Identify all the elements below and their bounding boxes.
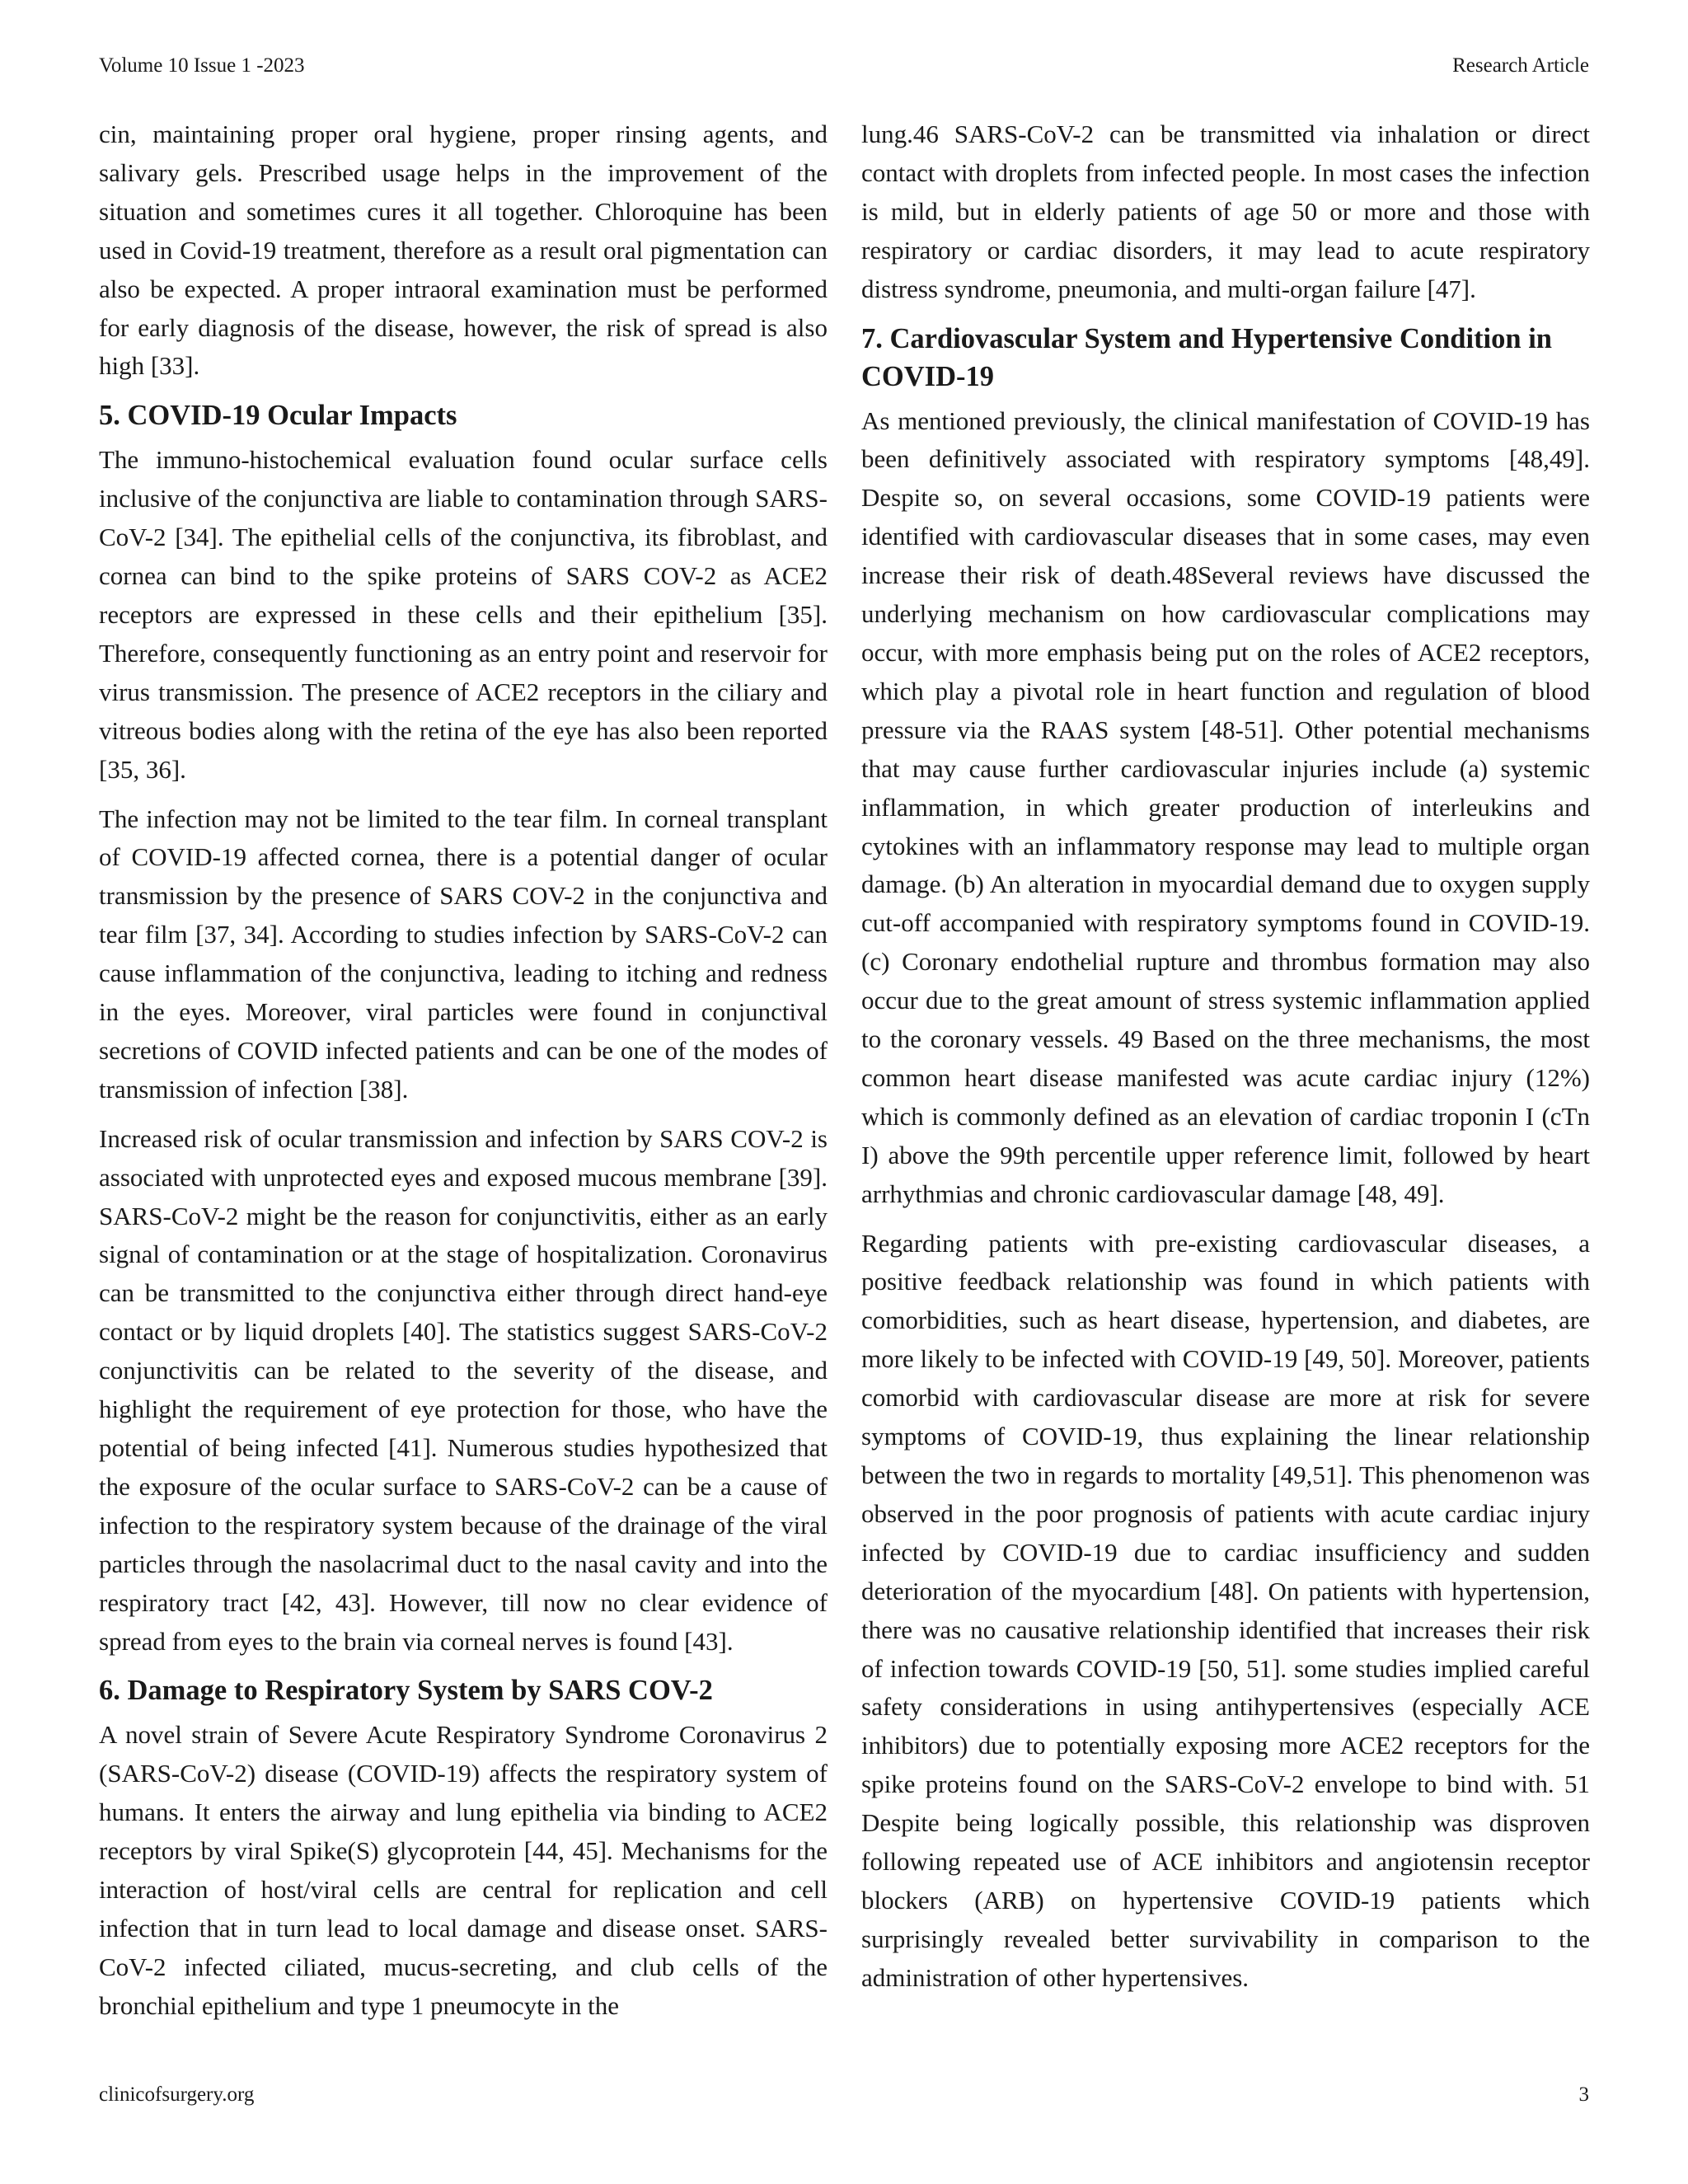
right-column [861, 115, 1590, 2008]
section-heading-cardiovascular: 7. Cardiovascular System and Hypertensive Condition in COVID-19 [861, 322, 1552, 392]
section-heading-respiratory-damage: 6. Damage to Respiratory System by SARS COV-2 [99, 1675, 713, 1707]
page-number: 3 [1578, 2083, 1589, 2106]
paragraph-respiratory-1: A novel strain of Severe Acute Respiratory Syndrome Coronavirus 2 (SARS-CoV-2) disease (COVID-19) affects the respiratory system of humans. It enters the airway and lung epithelia via binding to ACE2 receptors by viral Spike(S) glycoprotein [44, 45]. Mechanisms for the interaction of host/viral cells are central for replication and cell infection that in turn lead to local damage and disease onset. SARS-CoV-2 infected ciliated, mucus-secreting, and club cells of the bronchial epithelium and type 1 pneumocyte in the [99, 1720, 828, 2020]
journal-volume: Volume 10 Issue 1 -2023 [99, 54, 305, 77]
section-heading-ocular-impacts: 5. COVID-19 Ocular Impacts [99, 400, 457, 432]
article-type: Research Article [1452, 54, 1589, 77]
paragraph-cardiovascular-1: As mentioned previously, the clinical manifestation of COVID-19 has been definitively associated with respiratory symptoms [48,49]. Despite so, on several occasions, some COVID-19 patients were identified with cardiovascular diseases that in some cases, may even increase their risk of death.48Several reviews have discussed the underlying mechanism on how cardiovascular complications may occur, with more emphasis being put on the roles of ACE2 receptors, which play a pivotal role in heart function and regulation of blood pressure via the RAAS system [48-51]. Other potential mechanisms that may cause further cardiovascular injuries include (a) systemic inflammation, in which greater production of interleukins and cytokines with an inflammatory response may lead to multiple organ damage. (b) An alteration in myocardial demand due to oxygen supply cut-off accompanied with respiratory symptoms found in COVID-19. (c) Coronary endothelial rupture and thrombus formation may also occur due to the great amount of stress systemic inflammation applied to the coronary vessels. 49 Based on the three mechanisms, the most common heart disease manifested was acute cardiac injury (12%) which is commonly defined as an elevation of cardiac troponin I (cTn I) above the 99th percentile upper reference limit, followed by heart arrhythmias and chronic cardiovascular damage [48, 49]. [861, 405, 1590, 1208]
paragraph-oral-continuation: cin, maintaining proper oral hygiene, proper rinsing agents, and salivary gels. Prescribed usage helps in the improvement of the situation and sometimes cures it all together. Chloroquine has been used in Covid-19 treatment, therefore as a result oral pigmentation can also be expected. A proper intraoral examination must be performed for early diagnosis of the disease, however, the risk of spread is also high [33]. [99, 120, 828, 381]
page-footer [99, 2083, 1589, 2116]
paragraph-cardiovascular-2: Regarding patients with pre-existing cardiovascular diseases, a positive feedback relationship was found in which patients with comorbidities, such as heart disease, hypertension, and diabetes, are more likely to be infected with COVID-19 [49, 50]. Moreover, patients comorbid with cardiovascular disease are more at risk for severe symptoms of COVID-19, thus explaining the linear relationship between the two in regards to mortality [49,51]. This phenomenon was observed in the poor prognosis of patients with acute cardiac injury infected by COVID-19 due to cardiac insufficiency and sudden deterioration of the myocardium [48]. On patients with hypertension, there was no causative relationship identified that increases their risk of infection towards COVID-19 [50, 51]. some studies implied careful safety considerations in using antihypertensives (especially ACE inhibitors) due to potentially exposing more ACE2 receptors for the spike proteins found on the SARS-CoV-2 envelope to bind with. 51 Despite being logically possible, this relationship was disproven following repeated use of ACE inhibitors and angiotensin receptor blockers (ARB) on hypertensive COVID-19 patients which surprisingly revealed better survivability in comparison to the administration of other hypertensives. [861, 1228, 1590, 1992]
journal-website: clinicofsurgery.org [99, 2083, 255, 2106]
page-header [99, 54, 1589, 87]
paragraph-ocular-2: The infection may not be limited to the tear film. In corneal transplant of COVID-19 affected cornea, there is a potential danger of ocular transmission by the presence of SARS COV-2 in the conjunctiva and tear film [37, 34]. According to studies infection by SARS-CoV-2 can cause inflammation of the conjunctiva, leading to itching and redness in the eyes. Moreover, viral particles were found in conjunctival secretions of COVID infected patients and can be one of the modes of transmission of infection [38]. [99, 804, 828, 1104]
paragraph-ocular-1: The immuno-histochemical evaluation found ocular surface cells inclusive of the conjunctiva are liable to contamination through SARS-CoV-2 [34]. The epithelial cells of the conjunctiva, its fibroblast, and cornea can bind to the spike proteins of SARS COV-2 as ACE2 receptors are expressed in these cells and their epithelium [35]. Therefore, consequently functioning as an entry point and reservoir for virus transmission. The presence of ACE2 receptors in the ciliary and vitreous bodies along with the retina of the eye has also been reported [35, 36]. [99, 445, 828, 784]
left-column [99, 115, 828, 2036]
paragraph-respiratory-continuation: lung.46 SARS-CoV-2 can be transmitted via inhalation or direct contact with droplets from infected people. In most cases the infection is mild, but in elderly patients of age 50 or more and those with respiratory or cardiac disorders, it may lead to acute respiratory distress syndrome, pneumonia, and multi-organ failure [47]. [861, 120, 1590, 303]
paragraph-ocular-3: Increased risk of ocular transmission and infection by SARS COV-2 is associated with unprotected eyes and exposed mucous membrane [39]. SARS-CoV-2 might be the reason for conjunctivitis, either as an early signal of contamination or at the stage of hospitalization. Coronavirus can be transmitted to the conjunctiva either through direct hand-eye contact or by liquid droplets [40]. The statistics suggest SARS-CoV-2 conjunctivitis can be related to the severity of the disease, and highlight the requirement of eye protection for those, who have the potential of being infected [41]. Numerous studies hypothesized that the exposure of the ocular surface to SARS-CoV-2 can be a cause of infection to the respiratory system because of the drainage of the viral particles through the nasolacrimal duct to the nasal cavity and into the respiratory tract [42, 43]. However, till now no clear evidence of spread from eyes to the brain via corneal nerves is found [43]. [99, 1123, 828, 1656]
